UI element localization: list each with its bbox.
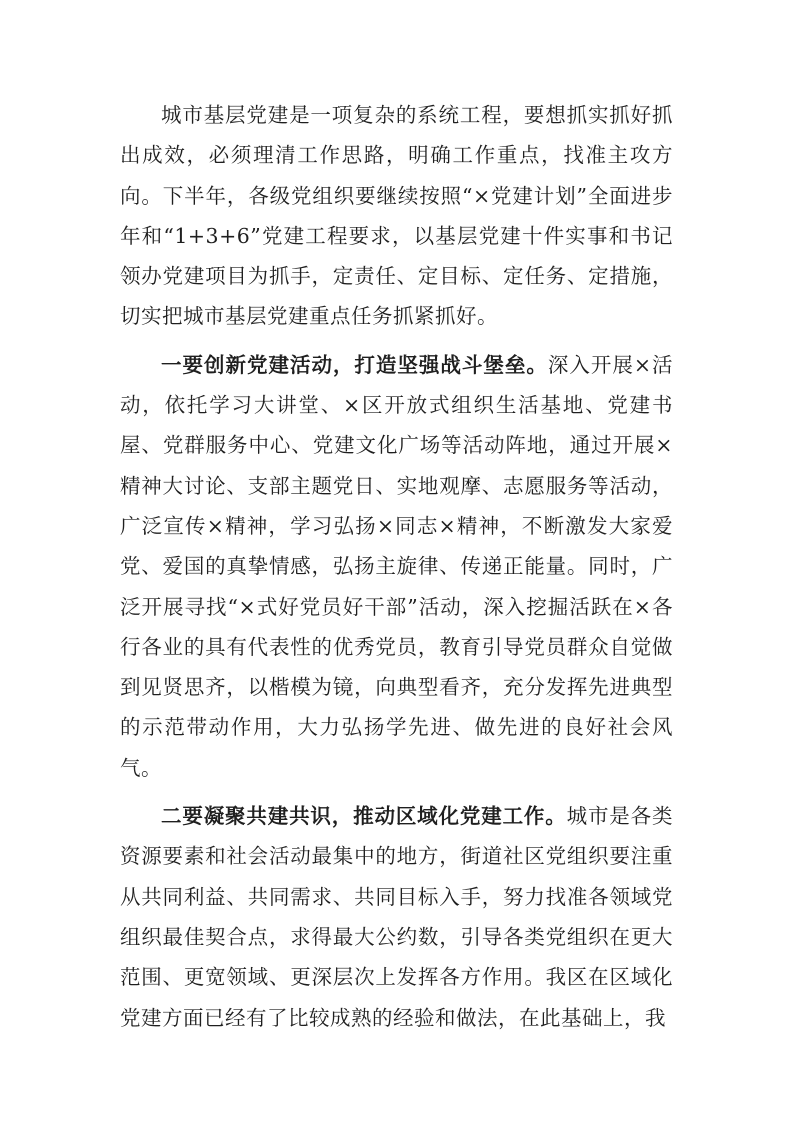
paragraph-point-one [120,345,673,788]
paragraph-intro [120,95,673,337]
paragraph-lead: 一要创新党建活动，打造坚强战斗堡垒。 [161,352,548,377]
paragraph-lead: 二要凝聚共建共识，推动区域化党建工作。 [161,804,567,829]
paragraph-text: 城市基层党建是一项复杂的系统工程，要想抓实抓好抓出成效，必须理清工作思路，明确工作重点，找准主攻方向。下半年，各级党组织要继续按照“×党建计划”全面进步年和“1+3+6”党建工程要求，以基层党建十件实事和书记领办党建项目为抓手，定责任、定目标、定任务、定措施，切实把城市基层党建重点任务抓紧抓好。 [120,103,673,329]
document-page [120,95,673,1046]
paragraph-point-two [120,796,673,1038]
paragraph-text: 深入开展×活动，依托学习大讲堂、×区开放式组织生活基地、党建书屋、党群服务中心、党建文化广场等活动阵地，通过开展×精神大讨论、支部主题党日、实地观摩、志愿服务等活动，广泛宣传×精神，学习弘扬×同志×精神，不断激发大家爱党、爱国的真挚情感，弘扬主旋律、传递正能量。同时，广泛开展寻找“×式好党员好干部”活动，深入挖掘活跃在×各行各业的具有代表性的优秀党员，教育引导党员群众自觉做到见贤思齐，以楷模为镜，向典型看齐，充分发挥先进典型的示范带动作用，大力弘扬学先进、做先进的良好社会风气。 [120,352,673,780]
paragraph-text: 城市是各类资源要素和社会活动最集中的地方，街道社区党组织要注重从共同利益、共同需求、共同目标入手，努力找准各领域党组织最佳契合点，求得最大公约数，引导各类党组织在更大范围、更宽领域、更深层次上发挥各方作用。我区在区域化党建方面已经有了比较成熟的经验和做法，在此基础上，我 [120,804,674,1030]
